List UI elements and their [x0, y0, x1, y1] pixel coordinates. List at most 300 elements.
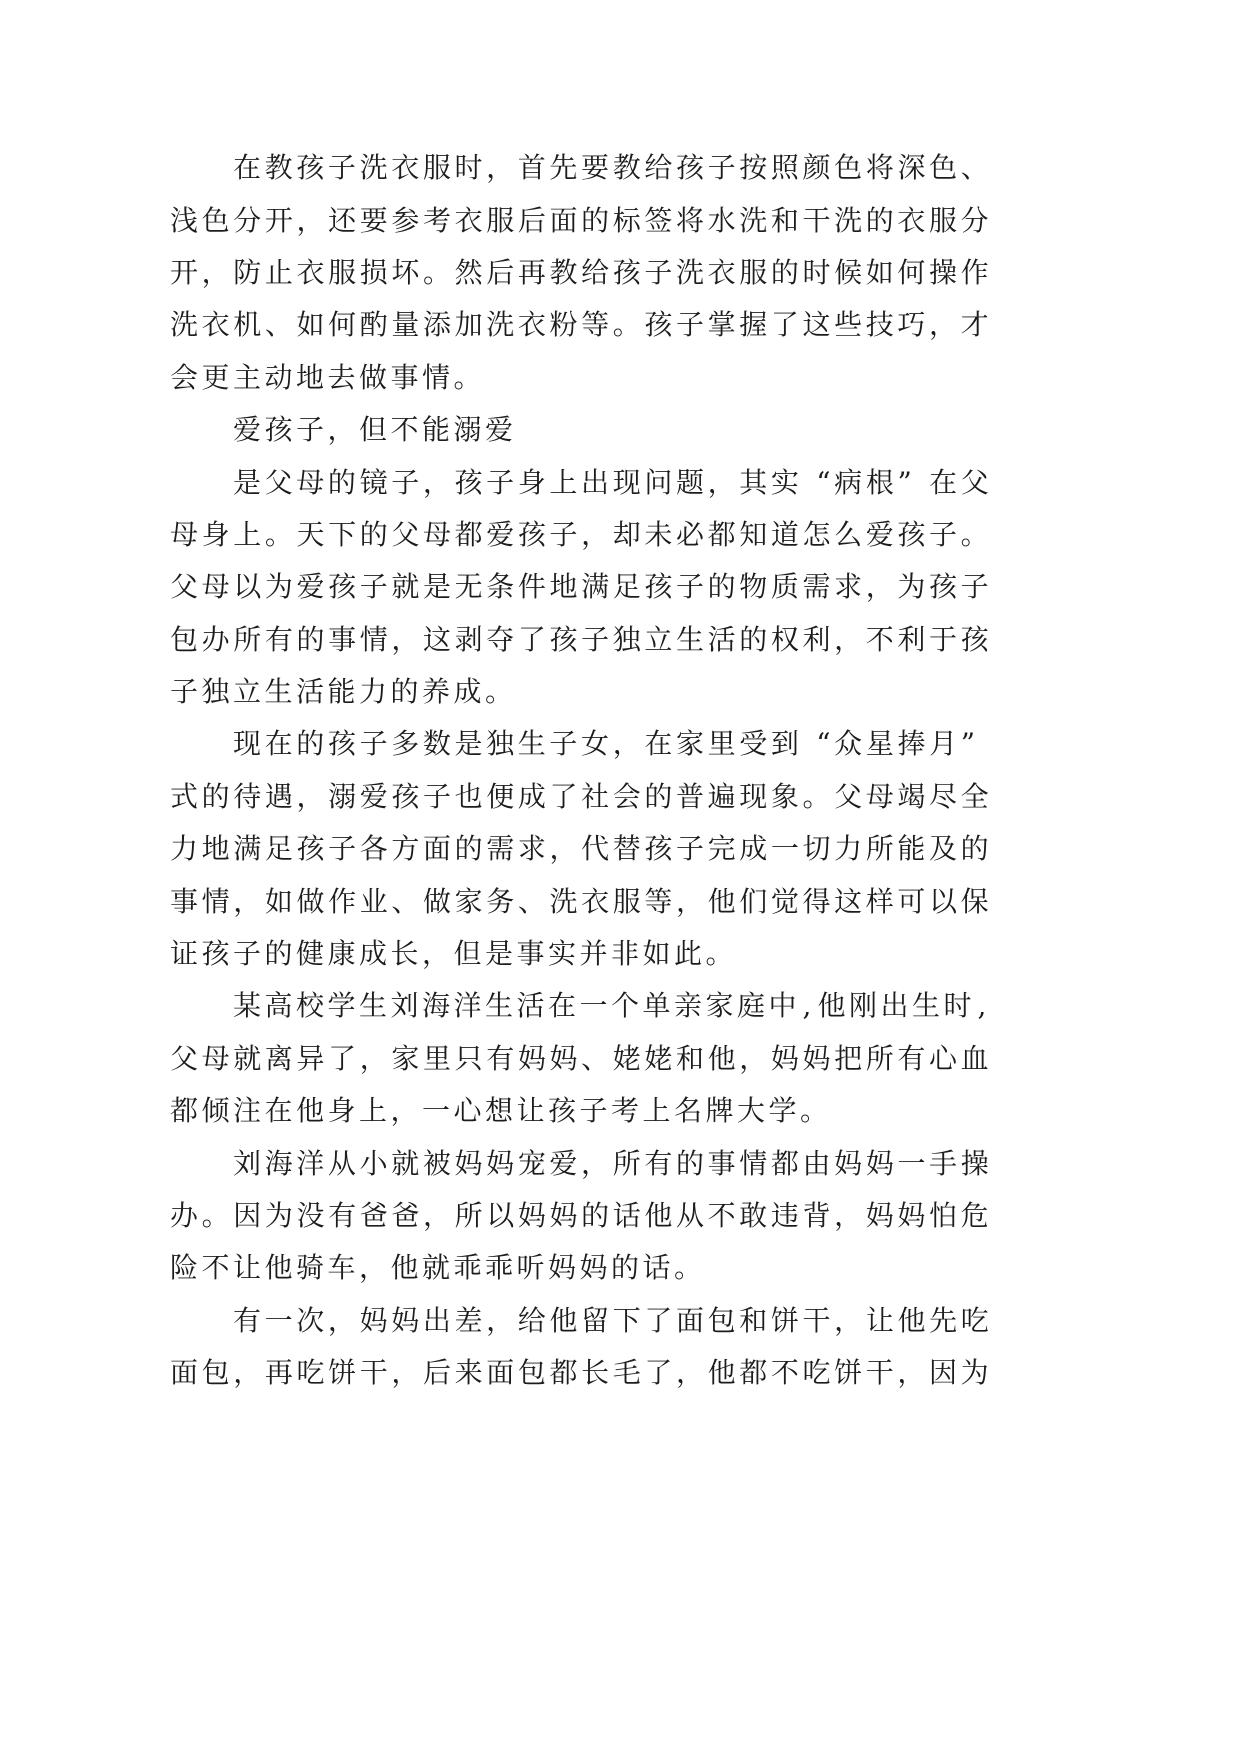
- text-char: 坏: [391, 255, 420, 289]
- text-char: 方: [391, 832, 420, 866]
- text-char: 给: [644, 151, 673, 185]
- text-char: 一: [770, 832, 799, 866]
- text-char: 有: [264, 622, 293, 656]
- text-char: 按: [739, 151, 768, 185]
- text-char: 有: [644, 1146, 673, 1180]
- text-char: 分: [233, 203, 262, 237]
- text-char: 需: [802, 570, 831, 604]
- text-char: 母: [865, 779, 894, 813]
- text-char: 孩: [327, 727, 356, 761]
- text-char: 的: [739, 622, 768, 656]
- text-char: 教: [549, 255, 578, 289]
- text-char: 子: [359, 727, 388, 761]
- text-char: 吃: [296, 1356, 325, 1390]
- text-char: 添: [423, 308, 452, 342]
- text-char: 时: [454, 151, 483, 185]
- text-char: 将: [865, 151, 894, 185]
- text-char: 爱: [233, 413, 262, 447]
- text-char: 子: [486, 465, 515, 499]
- text-char: ，: [739, 1041, 768, 1075]
- text-line: [170, 980, 989, 1032]
- text-char: 、: [960, 151, 989, 185]
- text-char: 这: [802, 308, 831, 342]
- text-line: [170, 561, 989, 613]
- text-char: 这: [834, 884, 863, 918]
- text-char: 多: [391, 727, 420, 761]
- text-char: 话: [612, 1199, 641, 1232]
- text-char: 参: [391, 203, 420, 237]
- text-char: ，: [581, 1146, 610, 1180]
- text-char: 等: [581, 308, 610, 342]
- text-char: 、: [264, 308, 293, 342]
- text-char: 情: [422, 360, 451, 394]
- text-char: 有: [328, 1199, 357, 1232]
- text-line: [170, 1033, 989, 1085]
- text-char: 天: [296, 517, 325, 551]
- text-char: 血: [960, 1041, 989, 1075]
- text-char: 面: [549, 203, 578, 237]
- text-char: 为: [264, 570, 293, 604]
- text-char: ，: [423, 1199, 452, 1232]
- text-char: 没: [296, 1199, 325, 1232]
- text-char: 开: [170, 255, 199, 289]
- text-char: 孩: [517, 517, 546, 551]
- text-char: 名: [674, 1094, 703, 1128]
- text-char: 、: [581, 1041, 610, 1075]
- text-char: ，: [897, 1356, 926, 1390]
- text-char: 衣: [517, 308, 546, 342]
- text-char: 洋: [296, 1146, 325, 1180]
- text-char: 独: [612, 622, 641, 656]
- text-char: 情: [359, 622, 388, 656]
- text-char: 爱: [865, 517, 894, 551]
- text-char: 便: [486, 779, 515, 813]
- text-char: 姥: [612, 1041, 641, 1075]
- text-char: 满: [581, 570, 610, 604]
- text-char: 做: [296, 884, 325, 918]
- text-char: ，: [201, 255, 230, 289]
- text-char: 背: [802, 1199, 831, 1232]
- text-char: 所: [454, 1199, 483, 1232]
- text-char: 利: [802, 622, 831, 656]
- text-char: 实: [770, 465, 799, 499]
- text-char: 宠: [517, 1146, 546, 1180]
- text-char: 洋: [453, 989, 482, 1023]
- text-char: 去: [327, 360, 356, 394]
- text-char: 也: [454, 779, 483, 813]
- text-char: 候: [834, 255, 863, 289]
- text-char: 妈: [770, 1041, 799, 1075]
- text-char: 妈: [486, 1146, 515, 1180]
- text-char: 机: [233, 308, 262, 342]
- text-char: 竭: [897, 779, 926, 813]
- text-char: 乖: [485, 1251, 514, 1285]
- text-char: 求: [517, 832, 546, 866]
- text-char: 面: [423, 832, 452, 866]
- text-char: 险: [170, 1251, 199, 1285]
- text-char: 主: [233, 360, 262, 394]
- text-char: 面: [170, 1356, 199, 1390]
- text-char: 洗: [170, 308, 199, 342]
- text-char: 掌: [707, 308, 736, 342]
- text-char: 深: [897, 151, 926, 185]
- paragraph: [170, 456, 989, 718]
- text-char: 所: [612, 1146, 641, 1180]
- text-char: 以: [929, 884, 958, 918]
- text-char: 于: [929, 622, 958, 656]
- text-char: 所: [865, 832, 894, 866]
- text-char: 现: [739, 779, 768, 813]
- text-char: 了: [644, 1356, 673, 1390]
- text-char: 的: [454, 832, 483, 866]
- text-char: 办: [201, 622, 230, 656]
- text-char: 子: [296, 413, 325, 447]
- text-char: 离: [264, 1041, 293, 1075]
- paragraph: [170, 142, 989, 404]
- text-char: 下: [612, 1303, 641, 1337]
- text-line: [170, 1190, 989, 1242]
- text-char: 包: [707, 1303, 736, 1337]
- text-char: 孩: [644, 570, 673, 604]
- text-char: 一: [422, 1094, 451, 1128]
- text-char: 妈: [548, 1251, 577, 1285]
- text-char: 子: [327, 151, 356, 185]
- text-char: 色: [201, 203, 230, 237]
- text-char: 办: [170, 1199, 199, 1232]
- text-char: 地: [549, 570, 578, 604]
- text-char: 切: [802, 832, 831, 866]
- text-char: 损: [359, 255, 388, 289]
- text-line: [170, 718, 989, 770]
- text-char: 在: [548, 989, 577, 1023]
- text-char: 母: [201, 570, 230, 604]
- text-char: 动: [264, 360, 293, 394]
- text-char: 有: [486, 1041, 515, 1075]
- text-char: 了: [328, 1041, 357, 1075]
- text-char: 分: [960, 203, 989, 237]
- text-char: 一: [264, 1303, 293, 1337]
- text-char: 却: [612, 517, 641, 551]
- text-char: 完: [707, 832, 736, 866]
- text-char: 衣: [201, 308, 230, 342]
- text-char: 子: [960, 570, 989, 604]
- text-char: 和: [739, 1303, 768, 1337]
- text-char: 注: [233, 1094, 262, 1128]
- text-char: 个: [611, 989, 640, 1023]
- text-char: ,: [802, 989, 812, 1023]
- text-char: 立: [644, 622, 673, 656]
- text-char: 他: [707, 1356, 736, 1390]
- text-char: 各: [359, 832, 388, 866]
- text-char: ，: [707, 465, 736, 499]
- text-char: 和: [676, 1041, 705, 1075]
- text-char: 孩: [549, 622, 578, 656]
- text-char: 地: [201, 832, 230, 866]
- text-char: 校: [296, 989, 325, 1023]
- text-char: 作: [960, 255, 989, 289]
- text-char: 饼: [834, 1356, 863, 1390]
- text-char: ”: [960, 727, 976, 761]
- text-char: 不: [865, 622, 894, 656]
- text-char: 事: [516, 937, 545, 971]
- text-char: 成: [739, 832, 768, 866]
- text-char: 孩: [897, 517, 926, 551]
- text-char: 学: [327, 989, 356, 1023]
- text-char: 在: [929, 465, 958, 499]
- text-char: 的: [581, 203, 610, 237]
- text-char: 上: [642, 1094, 671, 1128]
- text-char: 单: [642, 989, 671, 1023]
- text-char: 吃: [960, 1303, 989, 1337]
- text-char: 里: [423, 1041, 452, 1075]
- text-char: 然: [454, 255, 483, 289]
- text-char: 们: [739, 884, 768, 918]
- text-char: 孩: [960, 622, 989, 656]
- text-char: 在: [264, 727, 293, 761]
- text-char: ，: [327, 413, 356, 447]
- text-line: [170, 823, 989, 875]
- text-char: 他: [707, 884, 736, 918]
- text-char: 大: [737, 1094, 766, 1128]
- text-char: 孩: [454, 465, 483, 499]
- text-char: 问: [644, 465, 673, 499]
- text-char: 为: [960, 1356, 989, 1390]
- text-char: 无: [454, 570, 483, 604]
- text-char: 母: [170, 517, 199, 551]
- text-char: ，: [834, 1199, 863, 1232]
- text-char: 所: [865, 1041, 894, 1075]
- text-char: 后: [517, 203, 546, 237]
- text-char: 等: [644, 884, 673, 918]
- text-char: 题: [675, 465, 704, 499]
- text-char: 剥: [454, 622, 483, 656]
- text-char: 必: [676, 517, 705, 551]
- text-line: [170, 247, 989, 299]
- text-char: 乖: [453, 1251, 482, 1285]
- text-char: 小: [359, 1146, 388, 1180]
- text-char: 。: [201, 1199, 230, 1232]
- text-char: 但: [453, 937, 482, 971]
- text-char: 的: [359, 517, 388, 551]
- text-char: 色: [834, 151, 863, 185]
- text-char: 能: [422, 413, 451, 447]
- text-char: 有: [233, 1303, 262, 1337]
- text-char: 洗: [359, 151, 388, 185]
- text-char: 情: [739, 1146, 768, 1180]
- text-char: 。: [674, 1251, 703, 1285]
- text-char: 爱: [486, 517, 515, 551]
- text-char: 要: [359, 203, 388, 237]
- text-char: 的: [390, 675, 419, 709]
- text-char: 妈: [517, 1041, 546, 1075]
- text-char: 了: [770, 308, 799, 342]
- text-char: 溺: [328, 779, 357, 813]
- text-char: 足: [612, 570, 641, 604]
- text-char: 首: [517, 151, 546, 185]
- text-char: 活: [707, 622, 736, 656]
- text-char: 子: [391, 465, 420, 499]
- text-char: 如: [296, 308, 325, 342]
- text-char: 海: [422, 989, 451, 1023]
- text-char: 饼: [328, 1356, 357, 1390]
- text-line: [170, 509, 989, 561]
- text-char: 因: [929, 1356, 958, 1390]
- text-char: 不: [770, 1356, 799, 1390]
- text-char: 包: [170, 622, 199, 656]
- text-char: 出: [880, 989, 909, 1023]
- text-char: 。: [612, 308, 641, 342]
- text-char: 洗: [834, 203, 863, 237]
- text-char: ，: [929, 308, 958, 342]
- text-char: 孩: [675, 151, 704, 185]
- text-char: 骑: [296, 1251, 325, 1285]
- text-char: 母: [423, 517, 452, 551]
- text-char: 捧: [897, 727, 926, 761]
- text-char: 考: [611, 1094, 640, 1128]
- text-char: 。: [453, 360, 482, 394]
- text-char: 干: [359, 1356, 388, 1390]
- text-char: 众: [834, 727, 863, 761]
- text-char: 后: [486, 255, 515, 289]
- text-char: 浅: [170, 203, 199, 237]
- text-char: 子: [549, 727, 578, 761]
- text-char: 由: [802, 1146, 831, 1180]
- text-char: 女: [581, 727, 610, 761]
- text-char: 了: [644, 1303, 673, 1337]
- text-char: 一: [579, 989, 608, 1023]
- text-char: 如: [642, 937, 671, 971]
- text-char: 他: [549, 1303, 578, 1337]
- text-char: 如: [264, 884, 293, 918]
- text-char: 全: [960, 779, 989, 813]
- text-char: 都: [770, 1146, 799, 1180]
- text-char: 康: [327, 937, 356, 971]
- text-char: 危: [960, 1199, 989, 1232]
- text-char: 子: [579, 1094, 608, 1128]
- text-char: 。: [264, 517, 293, 551]
- text-char: 么: [834, 517, 863, 551]
- text-char: 子: [233, 937, 262, 971]
- text-char: 手: [929, 1146, 958, 1180]
- text-char: 保: [960, 884, 989, 918]
- text-char: 面: [675, 1303, 704, 1337]
- text-char: 干: [865, 1356, 894, 1390]
- text-char: 健: [296, 937, 325, 971]
- text-char: 母: [201, 1041, 230, 1075]
- text-line: [170, 456, 989, 508]
- text-char: ，: [391, 1356, 420, 1390]
- text-char: 子: [707, 151, 736, 185]
- text-char: 遍: [707, 779, 736, 813]
- text-char: 孩: [296, 151, 325, 185]
- text-char: 亲: [674, 989, 703, 1023]
- text-char: 他: [817, 989, 846, 1023]
- text-char: 样: [865, 884, 894, 918]
- text-char: 这: [423, 622, 452, 656]
- text-char: 有: [897, 1041, 926, 1075]
- text-char: 的: [770, 255, 799, 289]
- text-char: 庭: [737, 989, 766, 1023]
- text-char: 听: [516, 1251, 545, 1285]
- text-char: 社: [581, 779, 610, 813]
- text-char: 镜: [359, 465, 388, 499]
- text-char: 家: [454, 884, 483, 918]
- text-char: 操: [929, 255, 958, 289]
- text-char: 生: [517, 727, 546, 761]
- text-char: 握: [739, 308, 768, 342]
- text-char: 可: [897, 884, 926, 918]
- text-char: 将: [676, 203, 705, 237]
- text-char: 孩: [391, 779, 420, 813]
- text-char: 更: [201, 360, 230, 394]
- text-char: 、: [391, 884, 420, 918]
- text-char: 做: [359, 360, 388, 394]
- text-char: 妈: [454, 1146, 483, 1180]
- text-char: 操: [960, 1146, 989, 1180]
- text-char: 了: [549, 779, 578, 813]
- text-char: 干: [802, 1303, 831, 1337]
- text-char: 数: [422, 727, 451, 761]
- text-char: 妈: [865, 1199, 894, 1232]
- text-char: 巧: [897, 308, 926, 342]
- text-char: 再: [264, 1356, 293, 1390]
- text-char: 心: [929, 1041, 958, 1075]
- text-char: 爸: [391, 1199, 420, 1232]
- document-body: [170, 142, 989, 1399]
- text-char: 何: [897, 255, 926, 289]
- text-char: 妈: [517, 1199, 546, 1232]
- text-char: 觉: [770, 884, 799, 918]
- text-char: 何: [328, 308, 357, 342]
- text-char: 做: [423, 884, 452, 918]
- text-char: 但: [359, 413, 388, 447]
- text-char: 父: [170, 570, 199, 604]
- text-char: 所: [233, 622, 262, 656]
- text-char: 的: [296, 727, 325, 761]
- text-char: 孩: [929, 570, 958, 604]
- text-char: 为: [264, 1199, 293, 1232]
- text-char: 生: [264, 675, 293, 709]
- text-char: 签: [644, 203, 673, 237]
- text-char: 妈: [549, 1199, 578, 1232]
- text-char: 出: [422, 1303, 451, 1337]
- text-char: 从: [676, 1199, 705, 1232]
- text-char: 车: [327, 1251, 356, 1285]
- text-char: 和: [770, 203, 799, 237]
- text-char: 养: [422, 675, 451, 709]
- text-char: 事: [328, 622, 357, 656]
- text-char: 孩: [328, 570, 357, 604]
- text-char: 会: [612, 779, 641, 813]
- text-char: 子: [676, 308, 705, 342]
- paragraph: [170, 1137, 989, 1294]
- text-char: 替: [612, 832, 641, 866]
- text-line: [170, 875, 989, 927]
- text-char: 能: [897, 832, 926, 866]
- text-char: 普: [676, 779, 705, 813]
- text-char: 求: [834, 570, 863, 604]
- text-line: [170, 142, 989, 194]
- text-char: 面: [486, 1356, 515, 1390]
- text-char: 妈: [549, 1041, 578, 1075]
- text-char: 在: [233, 151, 262, 185]
- text-char: 子: [676, 570, 705, 604]
- text-char: 从: [327, 1146, 356, 1180]
- text-line: [170, 352, 989, 404]
- text-char: ，: [676, 884, 705, 918]
- text-char: 满: [233, 832, 262, 866]
- text-char: 孩: [548, 1094, 577, 1128]
